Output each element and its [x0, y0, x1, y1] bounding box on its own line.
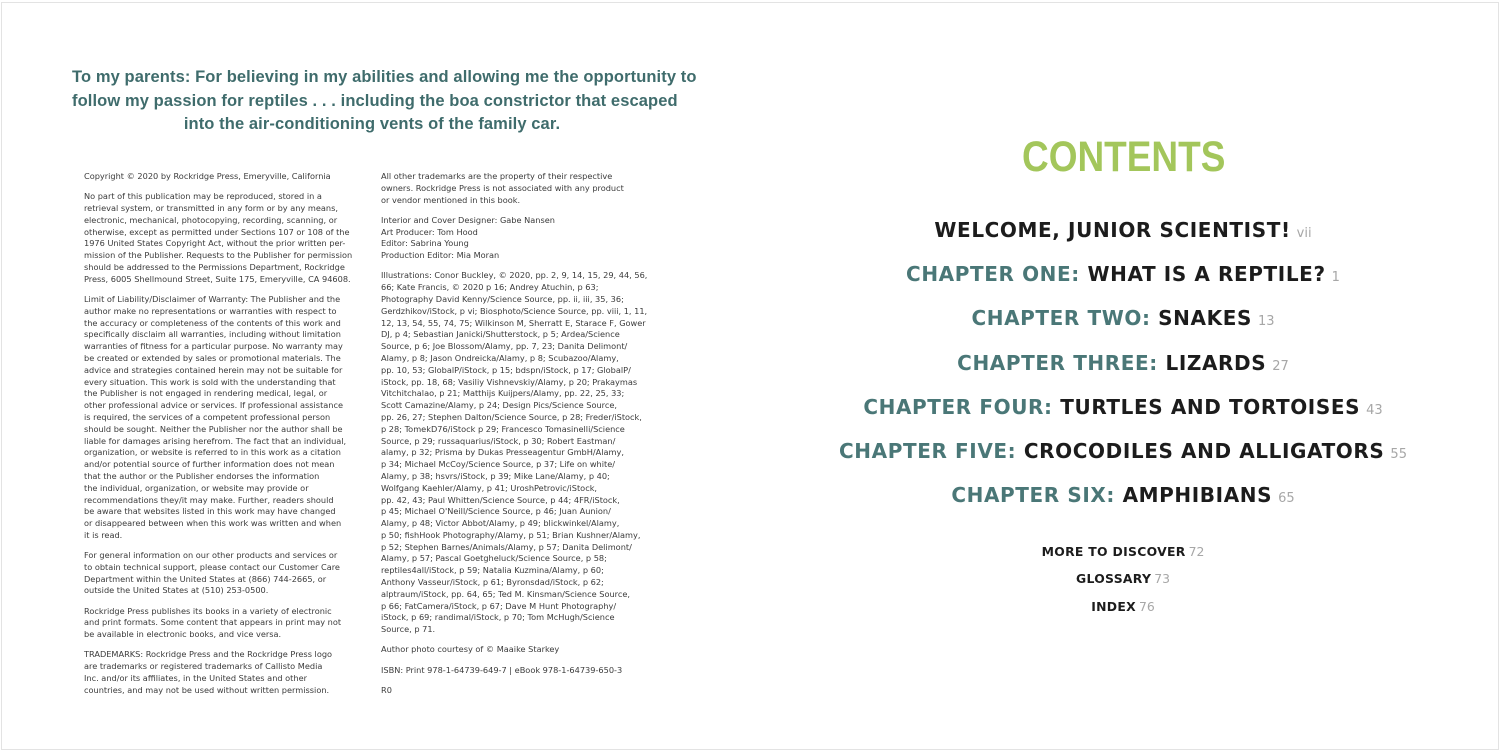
copyright-line: warranties of fitness for a particular purpose. No warranty may: [84, 341, 343, 352]
copyright-line: be available in electronic books, and vice versa.: [84, 629, 282, 640]
copyright-line: Vitchitchalao, p 21; Matthijs Kuijpers/Alamy, pp. 22, 25, 33;: [381, 388, 625, 399]
copyright-line: TRADEMARKS: Rockridge Press and the Rockridge Press logo: [84, 649, 333, 660]
copyright-line: that the author or the Publisher endorses the information: [84, 470, 320, 481]
toc-entry: [748, 257, 1498, 301]
copyright-line: the accuracy or completeness of the contents of this work and: [84, 317, 341, 328]
copyright-line: Alamy, p 38; hsvrs/iStock, p 39; Mike Lane/Alamy, p 40;: [381, 470, 610, 481]
chapter-title: LIZARDS: [1165, 350, 1267, 375]
copyright-line: and/or potential source of further information does not mean: [84, 459, 335, 470]
copyright-line: countries, and may not be used without written permission.: [84, 684, 330, 695]
copyright-line: p 66; FatCamera/iStock, p 67; Dave M Hunt Photography/: [381, 600, 617, 611]
copyright-line: Anthony Vasseur/iStock, p 61; Byronsdad/iStock, p 62;: [381, 577, 604, 588]
copyright-line: Gerdzhikov/iStock, p vi; Biosphoto/Science Source, pp. viii, 1, 11,: [381, 305, 648, 316]
page-number: 73: [1154, 571, 1171, 587]
copyright-line: Source, p 29; russaquarius/iStock, p 30; Robert Eastman/: [381, 435, 616, 446]
copyright-line: p 28; TomekD76/iStock p 29; Francesco Tomasinelli/Science: [381, 423, 625, 434]
copyright-line: iStock, pp. 18, 68; Vasiliy Vishnevskiy/Alamy, p 20; Prakaymas: [381, 376, 638, 387]
copyright-paragraph: [84, 191, 366, 285]
chapter-label: CHAPTER FIVE:: [839, 438, 1017, 463]
copyright-line: alamy, p 32; Prisma by Dukas Presseagentur GmbH/Alamy,: [381, 447, 624, 458]
copyright-line: or disappeared between when this work was written and when: [84, 518, 342, 529]
copyright-page: [1, 2, 748, 750]
copyright-line: and print formats. Some content that appears in print may not: [84, 617, 342, 628]
copyright-line: Rockridge Press publishes its books in a variety of electronic: [84, 605, 332, 616]
copyright-line: Source, p 71.: [381, 624, 436, 635]
copyright-line: Source, p 6; Joe Blossom/Alamy, pp. 7, 23; Danita Delimont/: [381, 341, 628, 352]
copyright-paragraph: [381, 215, 663, 262]
toc-entry: [748, 346, 1498, 390]
copyright-paragraph: [84, 171, 366, 183]
toc-entry: [748, 301, 1498, 345]
copyright-line: Department within the United States at (866) 744-2665, or: [84, 573, 327, 584]
page-number: 1: [1331, 270, 1340, 286]
copyright-line: reptiles4all/iStock, p 59; Natalia Kuzmina/Alamy, p 60;: [381, 565, 604, 576]
copyright-line: Interior and Cover Designer: Gabe Nansen: [381, 214, 555, 225]
copyright-line: retrieval system, or transmitted in any form or by any means,: [84, 202, 338, 213]
page-number: 76: [1139, 598, 1155, 614]
copyright-paragraph: [84, 550, 366, 597]
copyright-line: pp. 26, 27; Stephen Dalton/Science Source, p 28; Freder/iStock,: [381, 411, 642, 422]
chapter-title: WELCOME, JUNIOR SCIENTIST!: [934, 218, 1291, 242]
back-matter-entry: [748, 598, 1498, 625]
copyright-line: outside the United States at (510) 253-0500.: [84, 585, 269, 596]
copyright-line: Wolfgang Kaehler/Alamy, p 41; UroshPetrovic/iStock,: [381, 482, 598, 493]
chapter-title: CROCODILES AND ALLIGATORS: [1023, 438, 1385, 463]
copyright-paragraph: [381, 171, 663, 206]
copyright-line: should be sought. Neither the Publisher nor the author shall be: [84, 423, 343, 434]
copyright-line: other professional advice or services. If professional assistance: [84, 400, 344, 411]
copyright-line: be aware that websites listed in this work may have changed: [84, 506, 336, 517]
copyright-line: Photography David Kenny/Science Source, pp. ii, iii, 35, 36;: [381, 293, 624, 304]
chapter-label: CHAPTER THREE:: [957, 350, 1158, 375]
copyright-line: 1976 United States Copyright Act, without the prior written per-: [84, 238, 346, 249]
copyright-line: is required, the services of a competent professional person: [84, 411, 331, 422]
back-matter-entry: [748, 570, 1498, 597]
copyright-line: or vendor mentioned in this book.: [381, 194, 521, 205]
copyright-line: organization, or website is referred to in this work as a citation: [84, 447, 341, 458]
back-matter-title: MORE TO DISCOVER: [1041, 544, 1186, 559]
copyright-line: advice and strategies contained herein may not be suitable for: [84, 364, 343, 375]
copyright-line: author make no representations or warranties with respect to: [84, 305, 337, 316]
copyright-line: alptraum/iStock, pp. 64, 65; Ted M. Kinsman/Science Source,: [381, 588, 630, 599]
copyright-line: p 52; Stephen Barnes/Animals/Alamy, p 57; Danita Delimont/: [381, 541, 632, 552]
copyright-line: it is read.: [84, 529, 123, 540]
copyright-line: For general information on our other products and services or: [84, 550, 338, 561]
copyright-line: Author photo courtesy of © Maaike Starkey: [381, 644, 560, 655]
copyright-paragraph: [84, 606, 366, 641]
copyright-line: pp. 10, 53; GlobalP/iStock, p 15; bdspn/iStock, p 17; GlobalP/: [381, 364, 631, 375]
chapter-label: CHAPTER SIX:: [951, 483, 1116, 508]
copyright-line: specifically disclaim all warranties, including without limitation: [84, 329, 341, 340]
page-number: 27: [1272, 358, 1289, 374]
copyright-line: Production Editor: Mia Moran: [381, 250, 500, 261]
chapter-title: SNAKES: [1158, 306, 1252, 331]
copyright-line: Scott Camazine/Alamy, p 24; Design Pics/Science Source,: [381, 400, 618, 411]
toc-entry: [748, 478, 1498, 522]
chapter-label: CHAPTER FOUR:: [863, 394, 1053, 419]
copyright-line: p 45; Michael O'Neill/Science Source, p 46; Juan Aunion/: [381, 506, 611, 517]
toc-entry: [748, 213, 1498, 257]
copyright-line: liable for damages arising herefrom. The fact that an individual,: [84, 435, 347, 446]
chapter-title: TURTLES AND TORTOISES: [1060, 394, 1361, 419]
page-number: 43: [1366, 402, 1383, 418]
copyright-line: the individual, organization, or website may provide or: [84, 482, 309, 493]
copyright-paragraph: [84, 649, 366, 696]
dedication-line: into the air-conditioning vents of the family car.: [183, 115, 561, 134]
copyright-paragraph: [381, 644, 663, 656]
dedication-line: To my parents: For believing in my abilities and allowing me the opportunity to: [72, 68, 697, 86]
copyright-line: All other trademarks are the property of their respective: [381, 171, 613, 181]
back-matter-list: [748, 543, 1498, 625]
chapter-label: CHAPTER ONE:: [906, 262, 1080, 287]
copyright-line: pp. 42, 43; Paul Whitten/Science Source, p 44; 4FR/iStock,: [381, 494, 620, 505]
copyright-paragraph: [381, 665, 663, 677]
copyright-line: Alamy, p 57; Pascal Goetgheluck/Science Source, p 58;: [381, 553, 607, 564]
copyright-line: the Publisher is not engaged in rendering medical, legal, or: [84, 388, 328, 399]
copyright-line: iStock, p 69; randimal/iStock, p 70; Tom McHugh/Science: [381, 612, 615, 623]
page-number: 65: [1278, 491, 1295, 507]
copyright-line: be created or extended by sales or promotional materials. The: [84, 352, 341, 363]
dedication-line: follow my passion for reptiles . . . including the boa constrictor that escaped: [72, 91, 678, 110]
copyright-paragraph: [84, 294, 366, 542]
copyright-paragraph: [381, 270, 663, 636]
copyright-column-right: [381, 171, 663, 705]
contents-page: [748, 2, 1499, 750]
contents-title: CONTENTS: [1022, 133, 1226, 181]
copyright-line: Inc. and/or its affiliates, in the United States and other: [84, 673, 307, 684]
copyright-line: every situation. This work is sold with the understanding that: [84, 376, 336, 387]
page-number: vii: [1296, 226, 1312, 241]
chapter-label: CHAPTER TWO:: [971, 306, 1151, 331]
copyright-line: Editor: Sabrina Young: [381, 238, 469, 249]
copyright-column-left: [84, 171, 366, 705]
copyright-line: Press, 6005 Shellmound Street, Suite 175, Emeryville, CA 94608.: [84, 273, 351, 284]
copyright-line: p 34; Michael McCoy/Science Source, p 37; Life on white/: [381, 459, 616, 470]
copyright-line: to obtain technical support, please contact our Customer Care: [84, 561, 340, 572]
copyright-line: are trademarks or registered trademarks of Callisto Media: [84, 661, 323, 672]
chapter-list: [748, 213, 1498, 522]
copyright-line: No part of this publication may be reproduced, stored in a: [84, 191, 322, 202]
back-matter-title: GLOSSARY: [1075, 571, 1152, 587]
copyright-line: should be addressed to the Permissions Department, Rockridge: [84, 261, 345, 272]
page-number: 72: [1188, 544, 1205, 559]
copyright-line: ISBN: Print 978-1-64739-649-7 | eBook 978-1-64739-650-3: [381, 664, 623, 675]
copyright-line: p 50; fishHook Photography/Alamy, p 51; Brian Kushner/Alamy,: [381, 529, 641, 540]
copyright-line: mission of the Publisher. Requests to the Publisher for permission: [84, 250, 353, 261]
page-number: 55: [1390, 446, 1407, 462]
copyright-line: Alamy, p 8; Jason Ondreicka/Alamy, p 8; Scubazoo/Alamy,: [381, 352, 619, 363]
copyright-line: Illustrations: Conor Buckley, © 2020, pp. 2, 9, 14, 15, 29, 44, 56,: [381, 270, 648, 281]
copyright-line: Copyright © 2020 by Rockridge Press, Emeryville, California: [84, 171, 331, 181]
back-matter-title: INDEX: [1091, 598, 1136, 614]
copyright-line: Limit of Liability/Disclaimer of Warranty: The Publisher and the: [84, 293, 341, 304]
copyright-line: Alamy, p 48; Victor Abbot/Alamy, p 49; blickwinkel/Alamy,: [381, 518, 620, 529]
copyright-line: owners. Rockridge Press is not associated with any product: [381, 182, 624, 193]
copyright-line: electronic, mechanical, photocopying, recording, scanning, or: [84, 214, 338, 225]
dedication: [72, 66, 697, 137]
copyright-line: recommendations they/it may make. Further, readers should: [84, 494, 334, 505]
toc-entry: [748, 434, 1498, 478]
chapter-title: WHAT IS A REPTILE?: [1087, 262, 1326, 287]
chapter-title: AMPHIBIANS: [1122, 483, 1273, 508]
back-matter-entry: [748, 543, 1498, 570]
page-number: 13: [1257, 314, 1275, 330]
copyright-line: 12, 13, 54, 55, 74, 75; Wilkinson M, Sherratt E, Starace F, Gower: [381, 317, 646, 328]
copyright-line: 66; Kate Francis, © 2020 p 16; Andrey Atuchin, p 63;: [381, 282, 599, 293]
copyright-line: Art Producer: Tom Hood: [381, 226, 478, 237]
copyright-line: DJ, p 4; Sebastian Janicki/Shutterstock, p 5; Ardea/Science: [381, 329, 620, 340]
copyright-line: R0: [381, 684, 392, 695]
copyright-paragraph: [381, 685, 663, 697]
copyright-line: otherwise, except as permitted under Sections 107 or 108 of the: [84, 226, 350, 237]
toc-entry: [748, 390, 1498, 434]
